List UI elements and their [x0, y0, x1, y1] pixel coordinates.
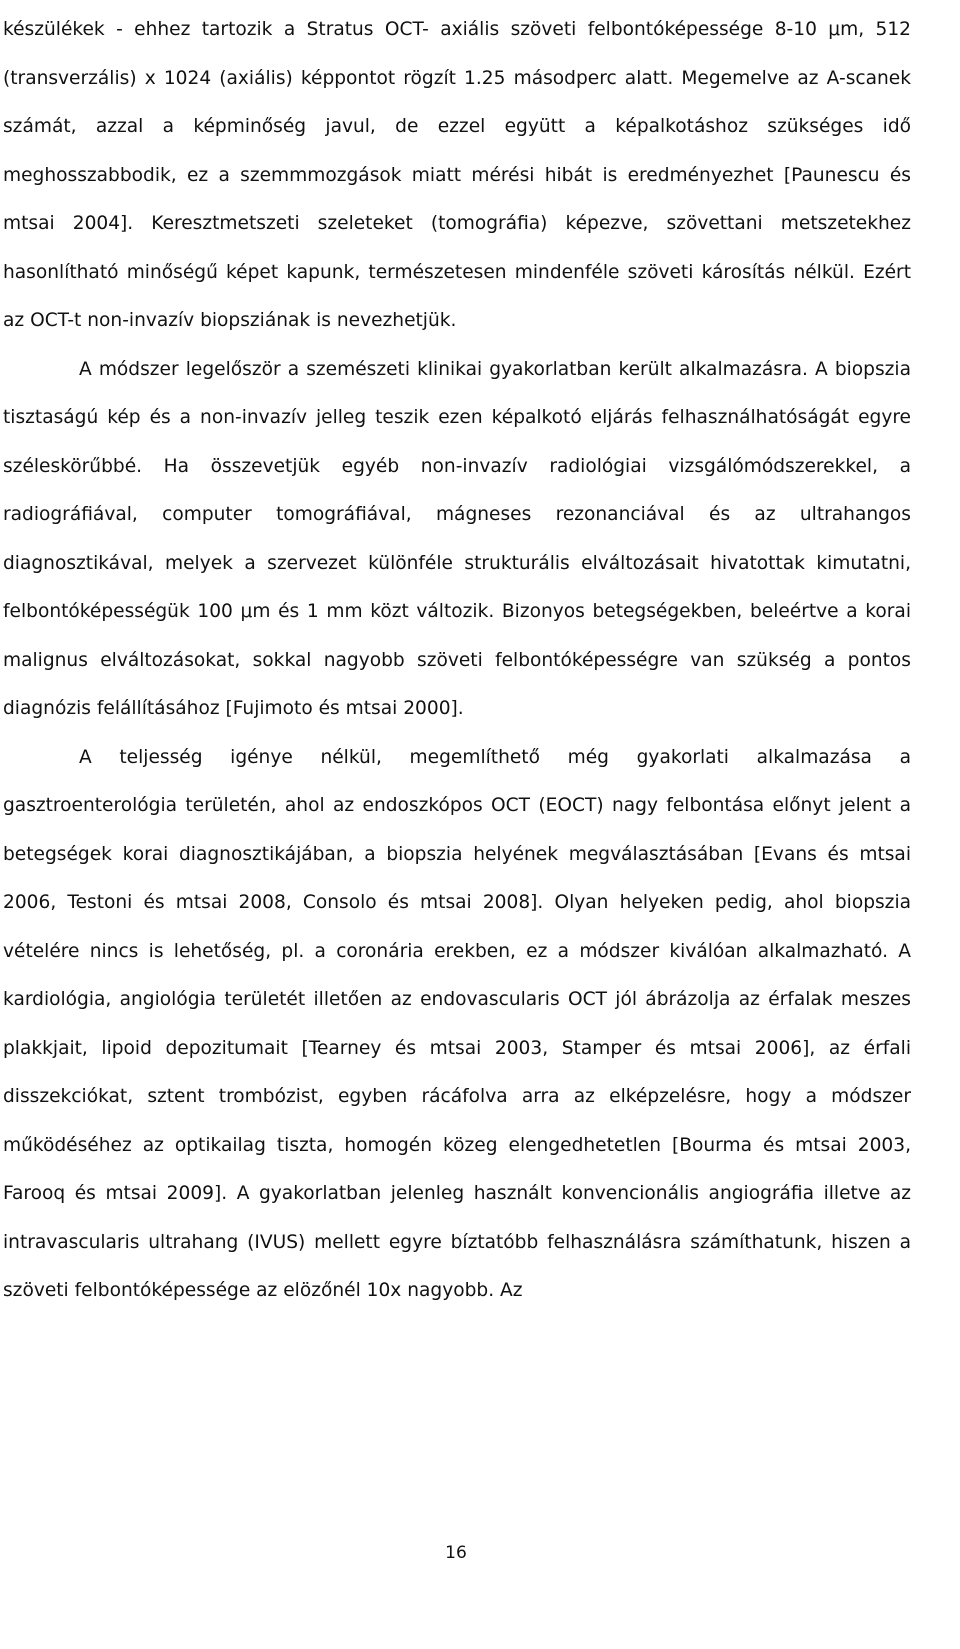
paragraph-2: A módszer legelőször a szemészeti klinikai gyakorlatban került alkalmazásra. A biopszia tisztaságú kép és a non-invazív jelleg teszik ezen képalkotó eljárás felhasználhatóságát egyre széleskörűbbé. Ha összevetjük egyéb non-invazív radiológiai vizsgálómódszerekkel, a radiográfiával, computer tomográfiával, mágneses rezonanciával és az ultrahangos diagnosztikával, melyek a szervezet különféle strukturális elváltozásait hivatottak kimutatni, felbontóképességük 100 μm és 1 mm közt változik. Bizonyos betegségekben, beleértve a korai malignus elváltozásokat, sokkal nagyobb szöveti felbontóképességre van szükség a pontos diagnózis felállításához [Fujimoto és mtsai 2000].	[3, 358, 911, 719]
paragraph-3: A teljesség igénye nélkül, megemlíthető még gyakorlati alkalmazása a gasztroenterológia területén, ahol az endoszkópos OCT (EOCT) nagy felbontása előnyt jelent a betegségek korai diagnosztikájában, a biopszia helyének megválasztásában [Evans és mtsai 2006, Testoni és mtsai 2008, Consolo és mtsai 2008]. Olyan helyeken pedig, ahol biopszia vételére nincs is lehetőség, pl. a coronária erekben, ez a módszer kiválóan alkalmazható. A kardiológia, angiológia területét illetően az endovascularis OCT jól ábrázolja az érfalak meszes plakkjait, lipoid depozitumait [Tearney és mtsai 2003, Stamper és mtsai 2006], az érfali disszekciókat, sztent trombózist, egyben rácáfolva arra az elképzelésre, hogy a módszer működéséhez az optikailag tiszta, homogén közeg elengedhetetlen [Bourma és mtsai 2003, Farooq és mtsai 2009]. A gyakorlatban jelenleg használt konvencionális angiográfia illetve az intravascularis ultrahang (IVUS) mellett egyre bíztatóbb felhasználásra számíthatunk, hiszen a szöveti felbontóképessége az elözőnél 10x nagyobb. Az	[3, 746, 911, 1301]
body-text	[3, 6, 911, 1316]
page-number: 16	[445, 1543, 467, 1563]
paragraph-1: készülékek - ehhez tartozik a Stratus OCT- axiális szöveti felbontóképessége 8-10 μm, 512 (transverzális) x 1024 (axiális) képpontot rögzít 1.25 másodperc alatt. Megemelve az A-scanek számát, azzal a képminőség javul, de ezzel együtt a képalkotáshoz szükséges idő meghosszabbodik, ez a szemmmozgások miatt mérési hibát is eredményezhet [Paunescu és mtsai 2004]. Keresztmetszeti szeleteket (tomográfia) képezve, szövettani metszetekhez hasonlítható minőségű képet kapunk, természetesen mindenféle szöveti károsítás nélkül. Ezért az OCT-t non-invazív biopsziának is nevezhetjük.	[3, 19, 911, 331]
